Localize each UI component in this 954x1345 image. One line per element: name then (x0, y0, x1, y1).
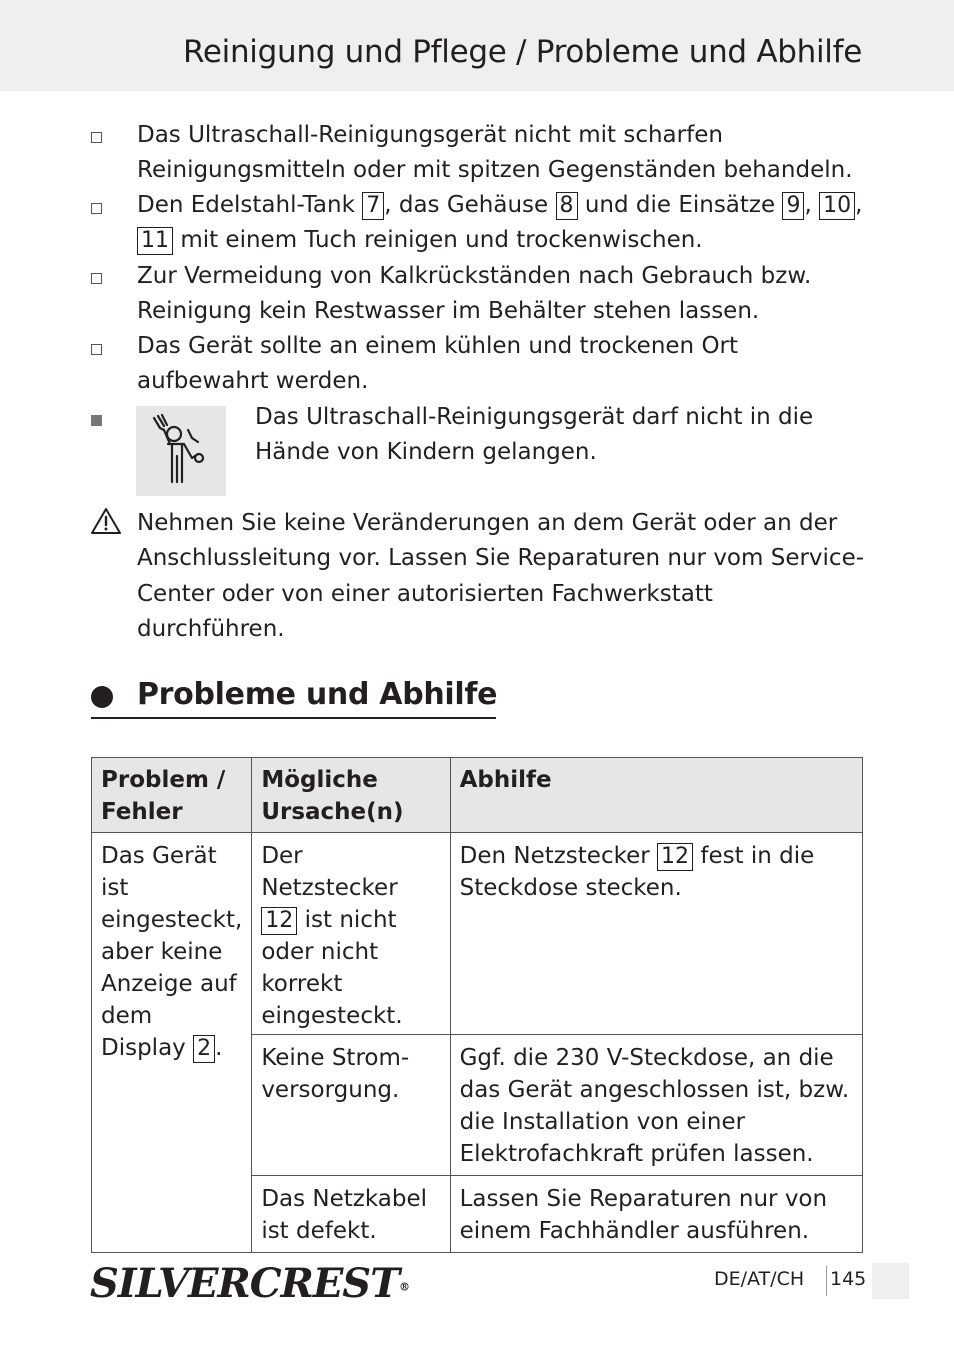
section-heading (91, 677, 496, 719)
warning-triangle-icon (90, 507, 122, 539)
cause-cell: Das Netzkabel ist defekt. (252, 1176, 450, 1253)
table-header-row (92, 758, 863, 833)
section-title: Probleme und Abhilfe (137, 677, 498, 712)
registered-mark: ® (398, 1280, 409, 1294)
list-item: Das Gerät sollte an einem kühlen und trockenen Ort aufbewahrt werden. (137, 333, 739, 395)
problem-cell (92, 833, 252, 1253)
square-bullet-icon (91, 273, 102, 284)
col-header-problem: Problem / Fehler (92, 758, 252, 833)
square-bullet-icon (91, 415, 102, 426)
part-number-badge: 2 (193, 1035, 215, 1063)
part-number-badge: 11 (137, 227, 173, 255)
list-item: Zur Vermeidung von Kalkrückständen nach Gebrauch bzw. Reinigung kein Restwasser im Behälter stehen lassen. (137, 263, 812, 325)
fix-cell: Ggf. die 230 V-Steckdose, an die das Gerät angeschlossen ist, bzw. die Installation von einer Elektrofachkraft prüfen lassen. (450, 1035, 862, 1176)
list-item (137, 188, 867, 259)
fix-cell: Lassen Sie Reparaturen nur von einem Fachhändler ausführen. (450, 1176, 862, 1253)
region-label: DE/AT/CH (714, 1268, 805, 1290)
brand-logo (90, 1260, 409, 1307)
cause-text: Der Netzstecker (261, 843, 398, 901)
trouble-table (91, 757, 863, 1253)
bullet-dot-icon (91, 686, 113, 708)
part-number-badge: 12 (657, 843, 693, 871)
list-item: Das Ultraschall-Reinigungsgerät darf nicht in die Hände von Kindern gelangen. (255, 404, 814, 466)
part-number-badge: 8 (556, 192, 578, 220)
page-tab (872, 1263, 909, 1299)
list-item: Das Ultraschall-Reinigungsgerät nicht mit scharfen Reinigungsmitteln oder mit spitzen Gegenständen behandeln. (137, 122, 853, 184)
col-header-fix: Abhilfe (450, 758, 862, 833)
fix-text: fest in die Steckdose stecken. (459, 843, 815, 901)
part-number-badge: 12 (261, 907, 297, 935)
fix-text: Den Netzstecker (459, 843, 650, 869)
item-text: , (804, 192, 812, 218)
problem-period: . (215, 1035, 223, 1061)
page-title: Reinigung und Pflege / Probleme und Abhilfe (183, 34, 862, 70)
child-hand-icon (136, 406, 226, 496)
problem-text: Das Gerät ist eingesteckt, aber keine Anzeige auf dem Display (101, 843, 243, 1061)
item-text: , das Gehäuse (384, 192, 549, 218)
col-header-cause: Mögliche Ursache(n) (252, 758, 450, 833)
square-bullet-icon (91, 344, 102, 355)
brand-name: SILVERCREST (90, 1260, 399, 1307)
part-number-badge: 10 (819, 192, 855, 220)
square-bullet-icon (91, 132, 102, 143)
part-number-badge: 7 (362, 192, 384, 220)
item-text: und die Einsätze (584, 192, 776, 218)
warning-text: Nehmen Sie keine Veränderungen an dem Gerät oder an der Anschlussleitung vor. Lassen Sie Reparaturen nur vom Service-Center oder von einer autorisierten Fachwerkstatt durchführen. (137, 510, 865, 642)
footer-divider (826, 1266, 827, 1296)
item-text: Den Edelstahl-Tank (137, 192, 355, 218)
item-text: mit einem Tuch reinigen und trockenwischen. (180, 227, 703, 254)
cause-cell: Keine Strom-versorgung. (252, 1035, 450, 1176)
square-bullet-icon (91, 203, 102, 214)
cause-cell (252, 833, 450, 1035)
fix-cell (450, 833, 862, 1035)
page-header (0, 0, 954, 91)
item-text: , (855, 192, 863, 218)
cause-text: ist nicht oder nicht korrekt eingesteckt. (261, 907, 403, 1029)
page-number: 145 (830, 1268, 867, 1290)
part-number-badge: 9 (782, 192, 804, 220)
table-row (92, 833, 863, 1035)
